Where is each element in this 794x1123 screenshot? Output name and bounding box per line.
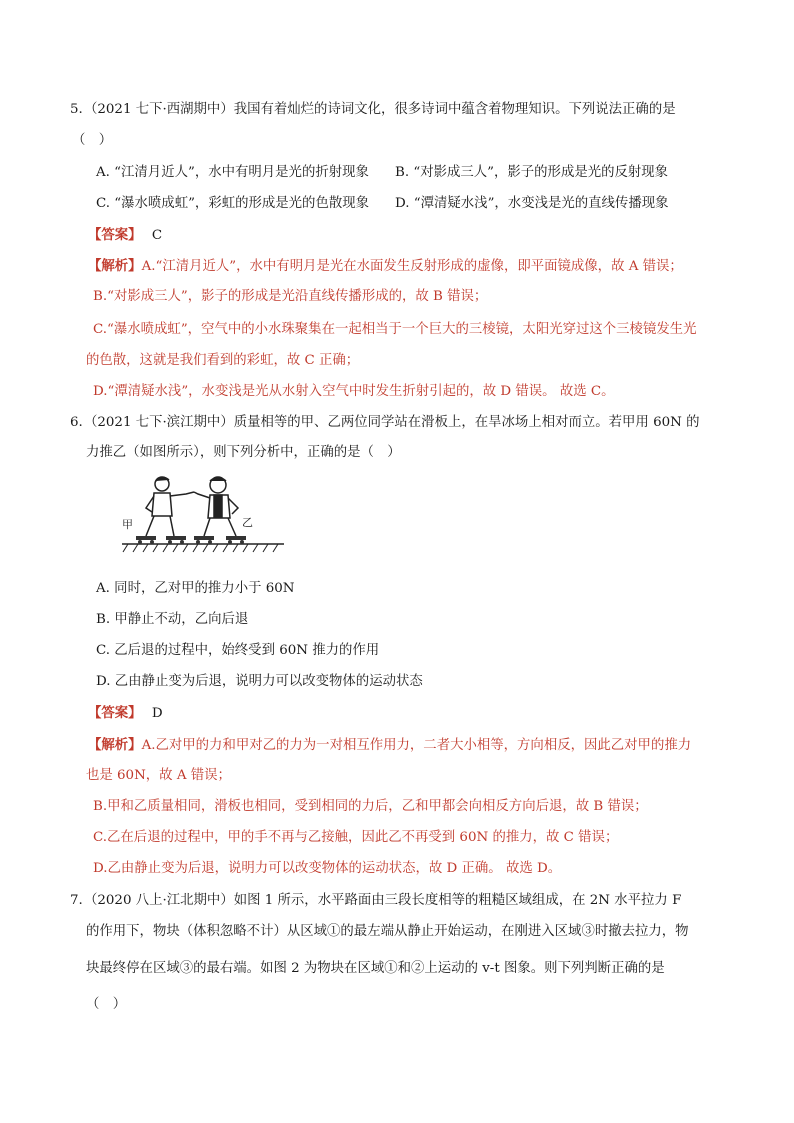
q6-analysis-line3: B.甲和乙质量相同，滑板也相同，受到相同的力后，乙和甲都会向相反方向后退，故 B 错误； (93, 799, 648, 814)
analysis-text: A.乙对甲的力和甲对乙的力为一对相互作用力，二者大小相等，方向相反，因此乙对甲的推力 (141, 738, 692, 753)
q7-stem-line4: （ ） (86, 997, 127, 1012)
q6-option-c: C. 乙后退的过程中，始终受到 60N 推力的作用 (96, 643, 380, 658)
q5-analysis-line1 (88, 257, 683, 276)
q5-analysis-line5: D.“潭清疑水浅”，水变浅是光从水射入空气中时发生折射引起的，故 D 错误。 故选 C。 (93, 384, 615, 399)
q6-analysis-line5: D.乙由静止变为后退，说明力可以改变物体的运动状态，故 D 正确。 故选 D。 (93, 861, 562, 876)
q5-option-a: A. “江清月近人”，水中有明月是光的折射现象 (96, 165, 369, 180)
q6-stem-line2: 力推乙（如图所示），则下列分析中，正确的是（ ） (86, 445, 401, 460)
q6-answer (88, 704, 163, 723)
answer-label: 【答案】 (88, 705, 142, 721)
q6-analysis-line4: C.乙在后退的过程中，甲的手不再与乙接触，因此乙不再受到 60N 的推力，故 C 错误； (93, 830, 619, 845)
analysis-label: 【解析】 (88, 737, 142, 753)
figure-label-yi: 乙 (242, 516, 253, 529)
q6-option-d: D. 乙由静止变为后退，说明力可以改变物体的运动状态 (96, 674, 423, 689)
figure-label-jia: 甲 (122, 518, 133, 531)
q5-number: 5. (70, 102, 83, 117)
q6-option-a: A. 同时，乙对甲的推力小于 60N (96, 581, 295, 596)
analysis-label: 【解析】 (88, 258, 142, 274)
q7-stem-line2: 的作用下，物块（体积忽略不计）从区域①的最左端从静止开始运动，在刚进入区域③时撤去拉力，物 (86, 924, 689, 939)
answer-value: D (151, 706, 163, 721)
q7-number: 7. (70, 893, 83, 908)
analysis-text: A.“江清月近人”，水中有明月是光在水面发生反射形成的虚像，即平面镜成像，故 A 错误； (141, 259, 683, 274)
q6-analysis-line1 (88, 736, 691, 755)
q7-stem-line1: （2020 八上·江北期中）如图 1 所示，水平路面由三段长度相等的粗糙区域组成，在 2N 水平拉力 F (84, 893, 682, 908)
q6-analysis-line2: 也是 60N，故 A 错误； (86, 768, 231, 783)
q5-option-b: B. “对影成三人”，影子的形成是光的反射现象 (395, 165, 669, 180)
q5-stem-line2: （ ） (72, 133, 113, 148)
q5-option-c: C. “瀑水喷成虹”，彩虹的形成是光的色散现象 (96, 196, 370, 211)
skaters-illustration (118, 472, 288, 558)
q6-number: 6. (70, 415, 83, 430)
q5-stem-line1: （2021 七下·西湖期中）我国有着灿烂的诗词文化，很多诗词中蕴含着物理知识。下列说法正确的是 (84, 102, 676, 117)
answer-value: C (151, 228, 163, 243)
answer-label: 【答案】 (88, 227, 142, 243)
q5-option-d: D. “潭清疑水浅”，水变浅是光的直线传播现象 (395, 196, 669, 211)
q6-stem-line1: （2021 七下·滨江期中）质量相等的甲、乙两位同学站在滑板上，在旱冰场上相对而立。若甲用 60N 的 (84, 415, 700, 430)
skaters-figure (118, 472, 288, 558)
q5-answer (88, 226, 162, 245)
q7-stem-line3: 块最终停在区域③的最右端。如图 2 为物块在区域①和②上运动的 v-t 图象。则下列判断正确的是 (86, 961, 665, 976)
q6-option-b: B. 甲静止不动，乙向后退 (96, 612, 249, 627)
q5-analysis-line4: 的色散，这就是我们看到的彩虹，故 C 正确； (86, 353, 360, 368)
q5-analysis-line2: B.“对影成三人”，影子的形成是光沿直线传播形成的，故 B 错误； (93, 289, 488, 304)
q5-analysis-line3: C.“瀑水喷成虹”，空气中的小水珠聚集在一起相当于一个巨大的三棱镜，太阳光穿过这个三棱镜发生光 (93, 322, 697, 337)
